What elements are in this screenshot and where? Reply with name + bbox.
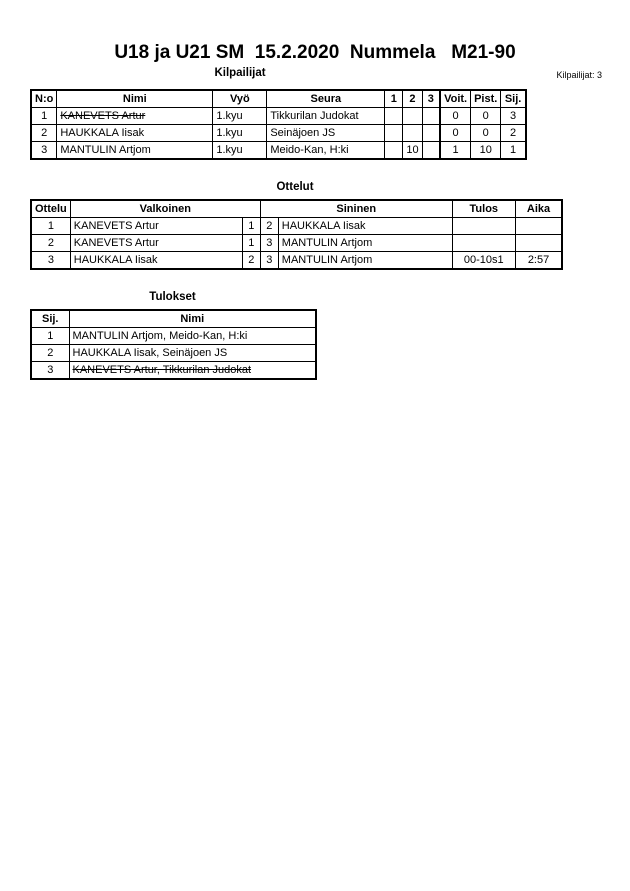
cell-round1	[385, 142, 403, 160]
cell-white-no: 1	[242, 235, 260, 252]
table-row	[31, 108, 526, 125]
cell-no: 2	[31, 125, 57, 142]
cell-result: 00-10s1	[452, 252, 515, 270]
col-round2: 2	[403, 90, 422, 108]
table-row	[31, 235, 562, 252]
cell-name: MANTULIN Artjom, Meido-Kan, H:ki	[69, 328, 316, 345]
table-row	[31, 328, 316, 345]
page-title: U18 ja U21 SM 15.2.2020 Nummela M21-90	[114, 42, 516, 63]
cell-name: KANEVETS Artur	[57, 108, 213, 125]
cell-match-no: 3	[31, 252, 70, 270]
cell-name: MANTULIN Artjom	[57, 142, 213, 160]
cell-white-no: 2	[242, 252, 260, 270]
cell-round2	[403, 108, 422, 125]
cell-round3	[422, 125, 440, 142]
competitors-header	[31, 90, 526, 108]
section-heading-competitors: Kilpailijat	[214, 67, 266, 79]
table-row	[31, 252, 562, 270]
col-time: Aika	[515, 200, 562, 218]
cell-points: 0	[471, 108, 501, 125]
competitors-count: Kilpailijat: 3	[556, 70, 602, 80]
cell-no: 3	[31, 142, 57, 160]
col-place: Sij.	[501, 90, 526, 108]
cell-match-no: 2	[31, 235, 70, 252]
cell-match-no: 1	[31, 218, 70, 235]
cell-wins: 0	[440, 108, 471, 125]
matches-table	[30, 199, 563, 270]
cell-place: 3	[31, 362, 69, 380]
col-round1: 1	[385, 90, 403, 108]
cell-time: 2:57	[515, 252, 562, 270]
cell-club: Seinäjoen JS	[267, 125, 385, 142]
col-match-no: Ottelu	[31, 200, 70, 218]
cell-round2	[403, 125, 422, 142]
col-name: Nimi	[57, 90, 213, 108]
col-white: Valkoinen	[70, 200, 260, 218]
cell-round1	[385, 108, 403, 125]
competitors-table	[30, 89, 527, 160]
cell-points: 10	[471, 142, 501, 160]
section-heading-matches: Ottelut	[276, 181, 314, 193]
cell-round3	[422, 142, 440, 160]
col-blue: Sininen	[260, 200, 452, 218]
cell-round1	[385, 125, 403, 142]
table-row	[31, 362, 316, 380]
table-row	[31, 218, 562, 235]
cell-wins: 0	[440, 125, 471, 142]
cell-belt: 1.kyu	[213, 142, 267, 160]
cell-blue-no: 3	[260, 235, 278, 252]
col-points: Pist.	[471, 90, 501, 108]
cell-club: Meido-Kan, H:ki	[267, 142, 385, 160]
cell-round3	[422, 108, 440, 125]
cell-no: 1	[31, 108, 57, 125]
col-name: Nimi	[69, 310, 316, 328]
competitors-header-row	[0, 67, 630, 82]
cell-place: 2	[31, 345, 69, 362]
cell-blue-no: 3	[260, 252, 278, 270]
cell-place: 2	[501, 125, 526, 142]
cell-time	[515, 218, 562, 235]
col-place: Sij.	[31, 310, 69, 328]
cell-white-no: 1	[242, 218, 260, 235]
cell-blue-no: 2	[260, 218, 278, 235]
table-row	[31, 142, 526, 160]
col-no: N:o	[31, 90, 57, 108]
cell-belt: 1.kyu	[213, 125, 267, 142]
results-table	[30, 309, 317, 380]
cell-belt: 1.kyu	[213, 108, 267, 125]
cell-result	[452, 235, 515, 252]
cell-points: 0	[471, 125, 501, 142]
col-result: Tulos	[452, 200, 515, 218]
matches-header	[31, 200, 562, 218]
cell-time	[515, 235, 562, 252]
cell-white-name: KANEVETS Artur	[70, 235, 242, 252]
cell-white-name: KANEVETS Artur	[70, 218, 242, 235]
table-row	[31, 125, 526, 142]
section-heading-results: Tulokset	[149, 291, 196, 303]
col-club: Seura	[267, 90, 385, 108]
col-round3: 3	[422, 90, 440, 108]
cell-name: HAUKKALA Iisak	[57, 125, 213, 142]
cell-wins: 1	[440, 142, 471, 160]
cell-blue-name: HAUKKALA Iisak	[278, 218, 452, 235]
cell-blue-name: MANTULIN Artjom	[278, 235, 452, 252]
cell-name: KANEVETS Artur, Tikkurilan Judokat	[69, 362, 316, 380]
cell-club: Tikkurilan Judokat	[267, 108, 385, 125]
cell-place: 1	[31, 328, 69, 345]
col-wins: Voit.	[440, 90, 471, 108]
cell-place: 1	[501, 142, 526, 160]
cell-place: 3	[501, 108, 526, 125]
cell-blue-name: MANTULIN Artjom	[278, 252, 452, 270]
results-header	[31, 310, 316, 328]
cell-white-name: HAUKKALA Iisak	[70, 252, 242, 270]
cell-round2: 10	[403, 142, 422, 160]
cell-name: HAUKKALA Iisak, Seinäjoen JS	[69, 345, 316, 362]
cell-result	[452, 218, 515, 235]
col-belt: Vyö	[213, 90, 267, 108]
table-row	[31, 345, 316, 362]
